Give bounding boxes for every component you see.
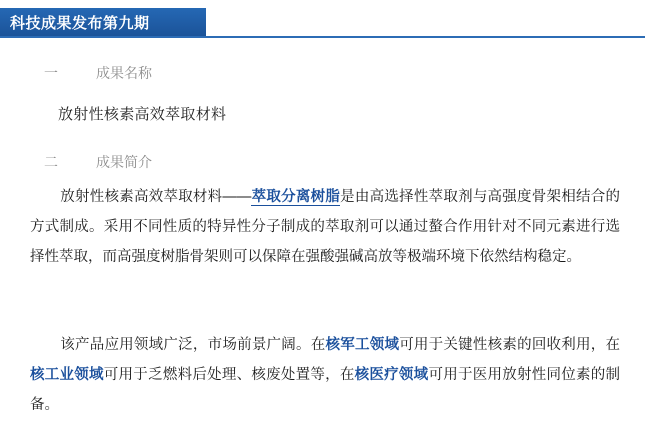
paragraph2-text-part2: 可用于关键性核素的回收利用，在 [399,337,621,353]
paragraph2-keyword-military: 核军工领域 [325,337,400,353]
paragraph-application-fields [30,330,620,420]
paragraph1-keyword-resin: 萃取分离树脂 [251,189,341,205]
section-label: 成果简介 [96,154,152,170]
paragraph2-keyword-industry: 核工业领域 [30,367,104,383]
section-label: 成果名称 [96,65,152,81]
paragraph1-text-part1: 放射性核素高效萃取材料—— [60,189,252,205]
paragraph2-keyword-medical: 核医疗领域 [354,367,429,383]
section-heading-result-intro [44,152,152,172]
page-header-banner [0,8,206,36]
paragraph2-text-part3: 可用于乏燃料后处理、核废处置等，在 [103,367,355,383]
section-number: 一 [44,65,58,81]
section-number: 二 [44,154,58,170]
header-divider [0,36,645,38]
paragraph2-text-part1: 该产品应用领域广泛，市场前景广阔。在 [60,337,326,353]
paragraph1-text-part2: 是由高选择性萃取剂与高强度骨架相结合的方式制成。采用不同性质的特异性分子制成的萃取剂可以通过螯合作用针对不同元素进行选择性萃取，而高强度树脂骨架则可以保障在强酸强碱高放等极端环境下依然结构稳定。 [30,189,621,265]
paragraph2-text-part4: 可用于医用放射性同位素的制备。 [30,367,621,413]
page-title: 科技成果发布第九期 [10,14,150,32]
paragraph-material-description [30,182,620,272]
result-name-value: 放射性核素高效萃取材料 [58,106,227,123]
section-heading-result-name [44,63,152,83]
